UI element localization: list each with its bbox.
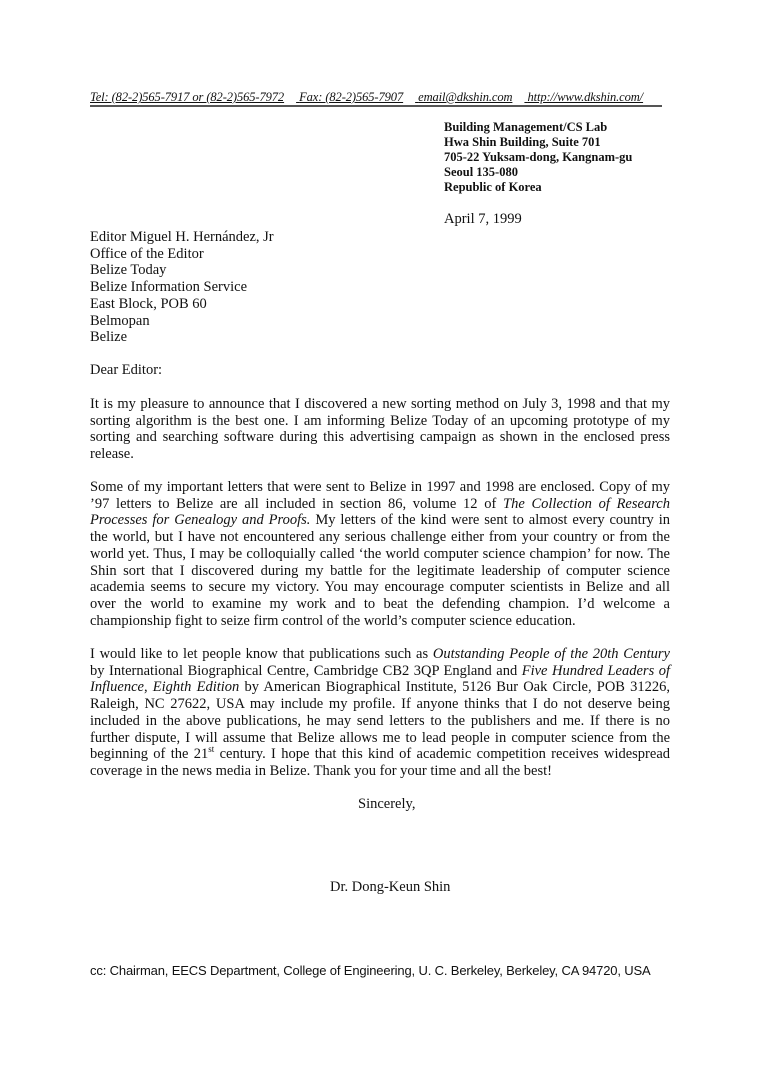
body-paragraph-1: It is my pleasure to announce that I discovered a new sorting method on July 3, 1998 and that my sorting algorithm is the best one. I am informing Belize Today of an upcoming prototype of my sorting and searching software during this advertising campaign as shown in the enclosed press release.: [90, 396, 670, 463]
sender-address-line: Hwa Shin Building, Suite 701: [444, 135, 601, 149]
paragraph-text: ,: [143, 679, 153, 696]
signature-name: Dr. Dong-Keun Shin: [330, 879, 451, 895]
sender-address-line: Building Management/CS Lab: [444, 120, 608, 134]
publication-edition: Eighth Edition: [152, 679, 240, 696]
letterhead-email: email@dkshin.com: [418, 90, 513, 104]
publication-title: The Collection of Research Processes for Genealogy and Proofs.: [90, 495, 670, 529]
recipient-address: [90, 229, 274, 346]
recipient-address-line: Editor Miguel H. Hernández, Jr: [90, 229, 274, 245]
paragraph-text: My letters of the kind were sent to almost every country in the world, but I have not encountered any serious challenge either from your country or from the world yet. Thus, I may be colloquially called ‘the world computer science champion’ for now. The Shin sort that I discovered during my battle for the legitimate leadership of computer science academia seems to secure my victory. You may encourage computer scientists in Belize and all over the world to examine my work and to beat the defending champion. I’d welcome a championship fight to seize firm control of the world’s computer science education.: [90, 512, 670, 629]
recipient-address-line: Belize Information Service: [90, 279, 248, 296]
cc-line: cc: Chairman, EECS Department, College of Engineering, U. C. Berkeley, Berkeley, CA 94720, USA: [90, 963, 651, 978]
recipient-address-line: Belmopan: [90, 312, 150, 329]
recipient-address-line: Belize Today: [90, 262, 167, 279]
sender-address-line: 705-22 Yuksam-dong, Kangnam-gu: [444, 150, 633, 164]
ordinal-suffix: st: [208, 744, 215, 755]
letterhead-website: http://www.dkshin.com/: [527, 90, 644, 104]
body-paragraph-2: [90, 479, 670, 629]
publication-title: Outstanding People of the 20th Century: [432, 646, 670, 662]
sender-address-line: Republic of Korea: [444, 180, 542, 194]
paragraph-text: Some of my important letters that were sent to Belize in 1997 and 1998 are enclosed. Copy of my ’97 letters to Belize are all included in section 86, volume 12 of: [90, 479, 670, 512]
recipient-address-line: Office of the Editor: [90, 245, 204, 262]
letterhead-fax: Fax: (82-2)565-7907: [299, 90, 404, 104]
paragraph-text: by American Biographical Institute, 5126 Bur Oak Circle, POB 31226, Raleigh, NC 27622, USA may include my profile. If anyone thinks that I do not deserve being included in the above publications, he may send letters to the publishers and me. If there is no further dispute, I will assume that Belize allows me to lead people in computer science from the beginning of the 21: [90, 679, 671, 763]
letter-date: April 7, 1999: [444, 211, 522, 227]
paragraph-text: by International Biographical Centre, Cambridge CB2 3QP England and: [90, 662, 522, 679]
recipient-address-line: Belize: [90, 329, 128, 346]
sender-address-line: Seoul 135-080: [444, 165, 518, 179]
publication-title: Five Hundred Leaders of Influence: [90, 662, 670, 696]
sender-address: [444, 120, 632, 195]
letterhead-contact-line: [90, 90, 662, 107]
body-paragraph-3: [90, 646, 670, 780]
recipient-address-line: East Block, POB 60: [90, 295, 207, 312]
salutation: Dear Editor:: [90, 362, 163, 378]
closing: Sincerely,: [358, 796, 416, 812]
letterhead-tel: Tel: (82-2)565-7917 or (82-2)565-7972: [90, 90, 285, 104]
paragraph-text: I would like to let people know that publications such as: [90, 646, 433, 662]
paragraph-text: century. I hope that this kind of academic competition receives widespread coverage in the news media in Belize. Thank you for your time and all the best!: [90, 746, 671, 779]
